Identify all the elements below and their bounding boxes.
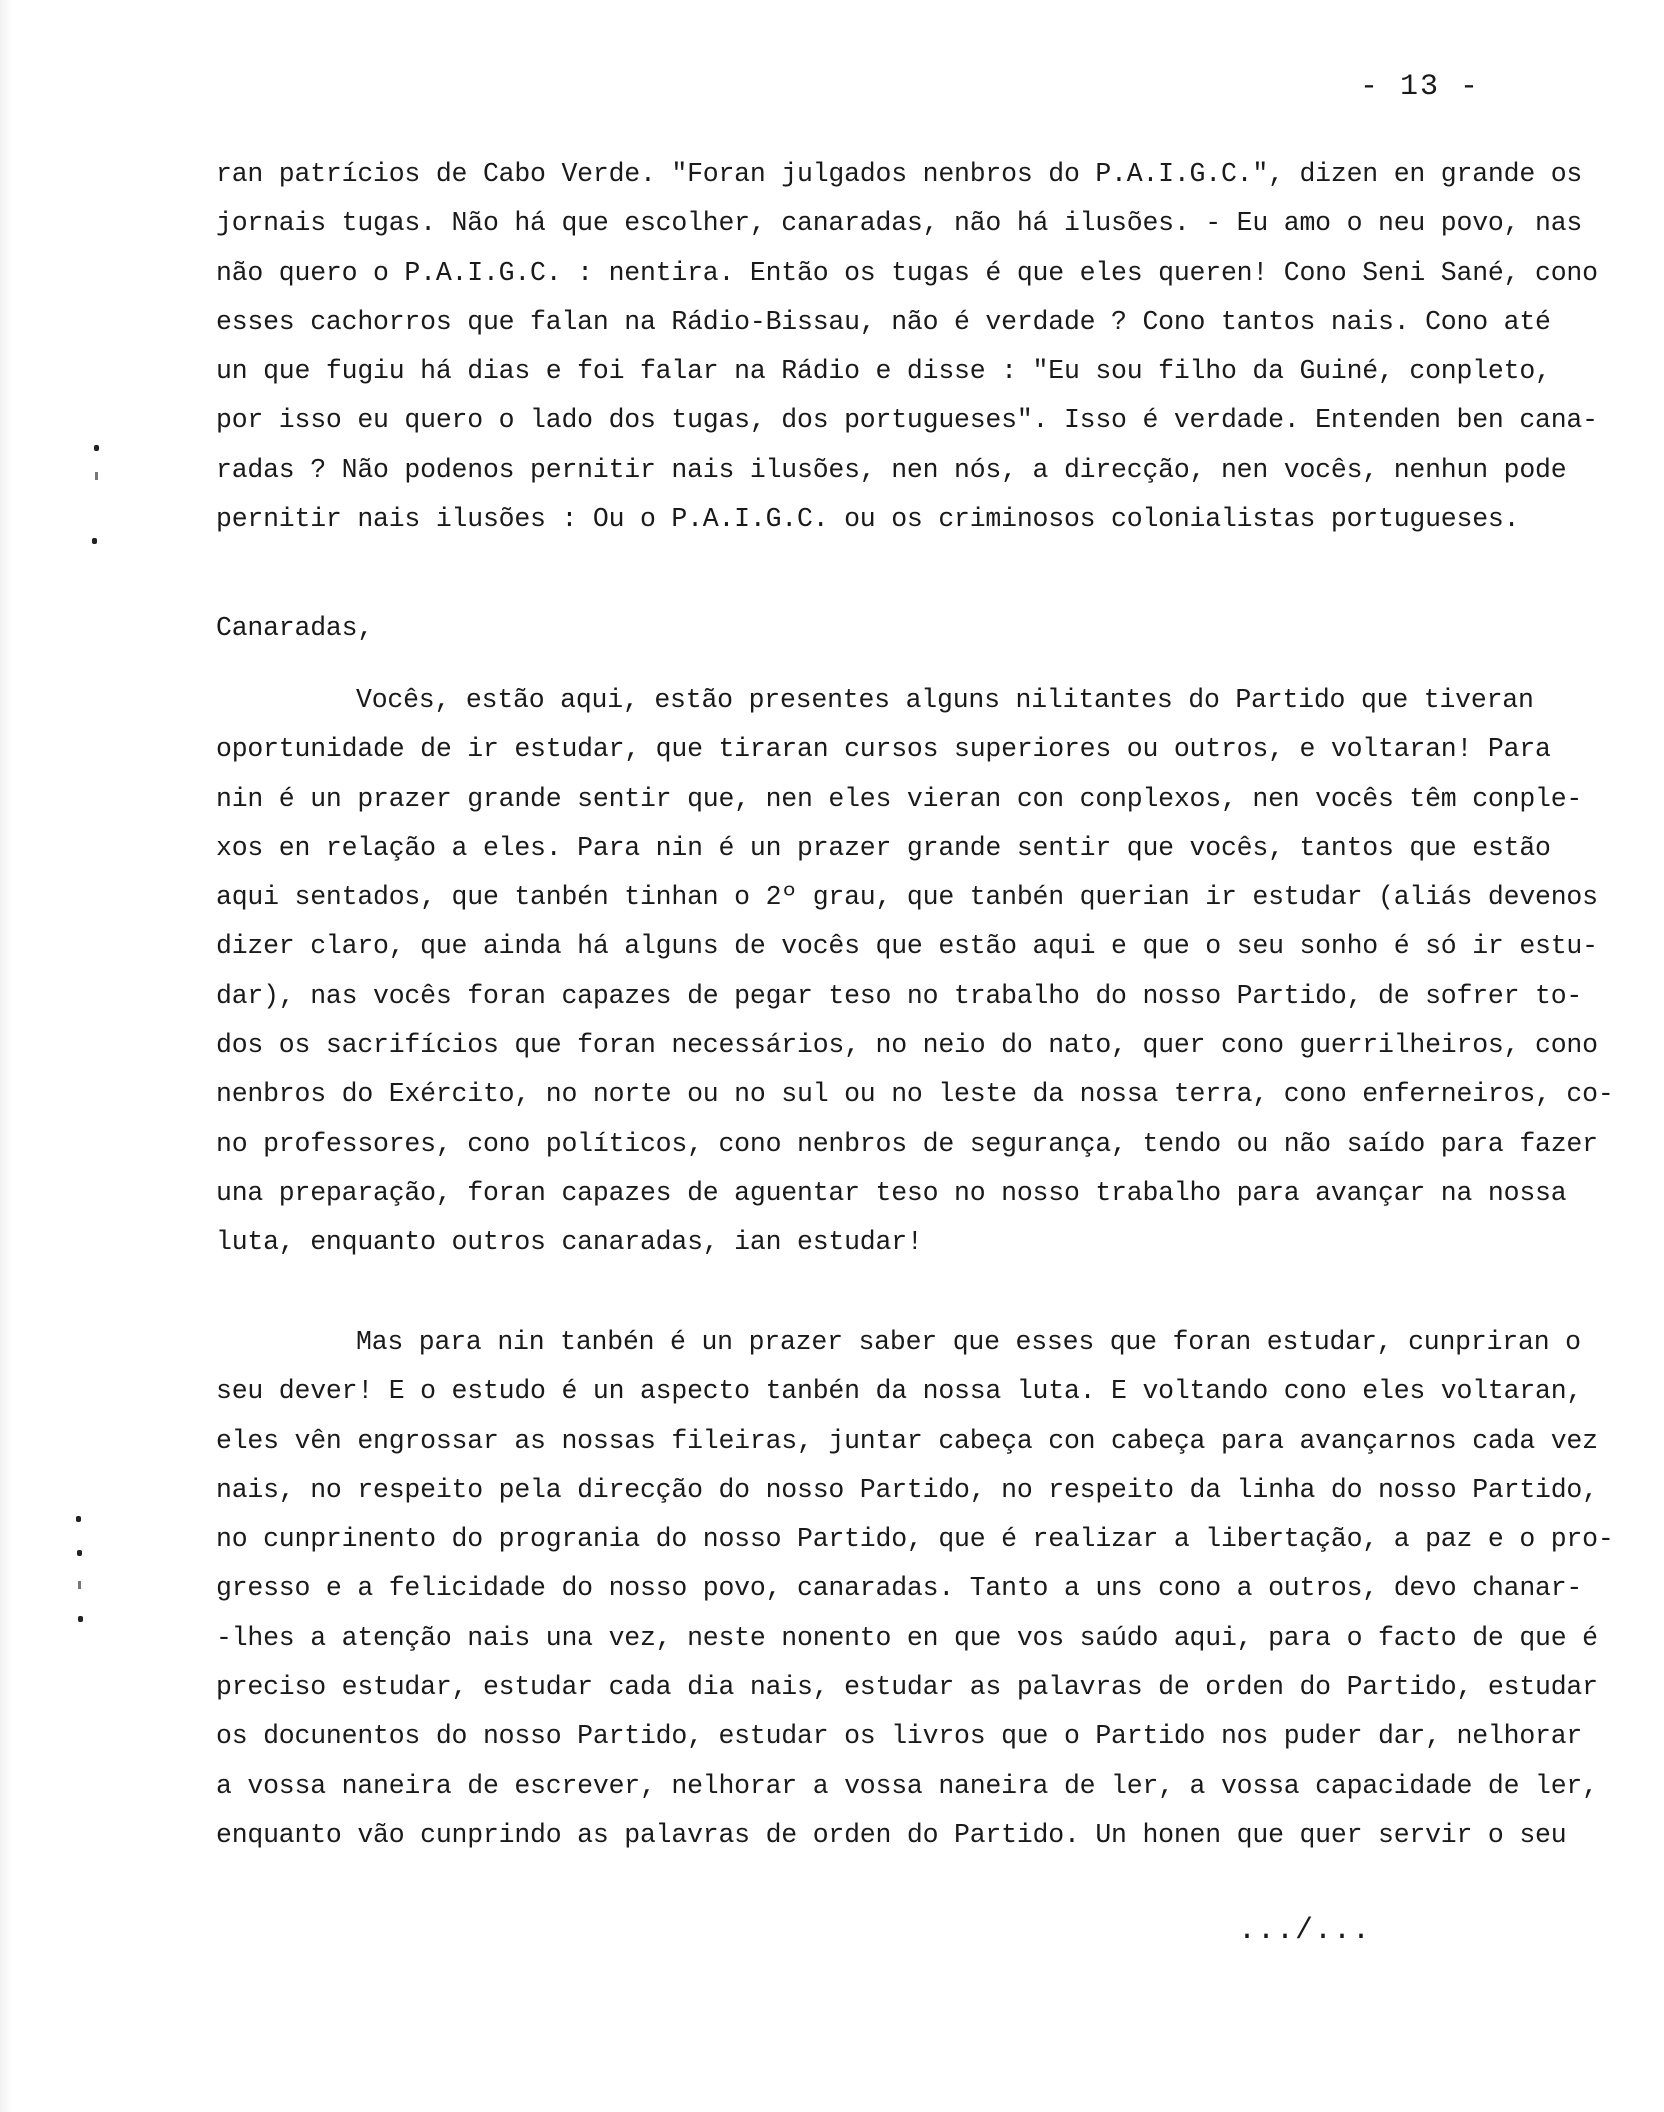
text-line: radas ? Não podenos pernitir nais ilusões, nen nós, a direcção, nen vocês, nenhun pode — [216, 454, 1567, 485]
salutation — [216, 604, 1596, 653]
margin-mark — [77, 1550, 82, 1556]
text-line: esses cachorros que falan na Rádio-Bissau, não é verdade ? Cono tantos nais. Cono até — [216, 306, 1551, 337]
text-line: Vocês, estão aqui, estão presentes alguns nilitantes do Partido que tiveran — [356, 685, 1534, 715]
margin-mark — [95, 472, 98, 480]
margin-mark — [76, 1516, 81, 1522]
text-line: un que fugiu há dias e foi falar na Rádio e disse : "Eu sou filho da Guiné, conpleto, — [216, 356, 1551, 387]
text-line: dos os sacrifícios que foran necessários, no neio do nato, quer cono guerrilheiros, cono — [216, 1030, 1598, 1061]
margin-mark — [92, 538, 97, 544]
text-line: seu dever! E o estudo é un aspecto tanbén da nossa luta. E voltando cono eles voltaran, — [216, 1376, 1583, 1407]
margin-mark — [94, 445, 99, 451]
text-line: jornais tugas. Não há que escolher, canaradas, não há ilusões. - Eu amo o neu povo, nas — [216, 208, 1583, 239]
text-line: xos en relação a eles. Para nin é un prazer grande sentir que vocês, tantos que estão — [216, 832, 1551, 863]
salutation-line: Canaradas, — [216, 613, 374, 643]
text-line: dar), nas vocês foran capazes de pegar teso no trabalho do nosso Partido, de sofrer to- — [216, 980, 1583, 1011]
paragraph-3 — [216, 1318, 1614, 1860]
text-line: ran patrícios de Cabo Verde. "Foran julgados nenbros do P.A.I.G.C.", dizen en grande os — [216, 159, 1583, 189]
paragraph-1 — [216, 150, 1596, 544]
text-line: nin é un prazer grande sentir que, nen eles vieran con conplexos, nen vocês têm conple- — [216, 783, 1583, 814]
margin-mark — [78, 1616, 83, 1622]
text-line: Mas para nin tanbén é un prazer saber que esses que foran estudar, cunpriran o — [356, 1327, 1581, 1357]
text-line: nenbros do Exército, no norte ou no sul ou no leste da nossa terra, cono enferneiros, co- — [216, 1079, 1614, 1110]
text-line: a vossa naneira de escrever, nelhorar a vossa naneira de ler, a vossa capacidade de ler, — [216, 1770, 1598, 1801]
text-line: -lhes a atenção nais una vez, neste nonento en que vos saúdo aqui, para o facto de que é — [216, 1622, 1598, 1653]
text-line: por isso eu quero o lado dos tugas, dos portugueses". Isso é verdade. Entenden ben cana- — [216, 405, 1598, 436]
text-line: pernitir nais ilusões : Ou o P.A.I.G.C. ou os criminosos colonialistas portugueses. — [216, 504, 1520, 535]
text-line: não quero o P.A.I.G.C. : nentira. Então os tugas é que eles queren! Cono Seni Sané, cono — [216, 257, 1598, 288]
text-line: eles vên engrossar as nossas fileiras, juntar cabeça con cabeça para avançarnos cada vez — [216, 1425, 1598, 1456]
text-line: no cunprinento do progrania do nosso Partido, que é realizar a libertação, a paz e o pro- — [216, 1524, 1614, 1555]
text-line: enquanto vão cunprindo as palavras de orden do Partido. Un honen que quer servir o seu — [216, 1819, 1567, 1850]
scan-edge-shadow — [0, 0, 12, 2112]
page-number: - 13 - — [1360, 70, 1481, 104]
text-line: una preparação, foran capazes de aguentar teso no nosso trabalho para avançar na nossa — [216, 1177, 1567, 1208]
paragraph-2 — [216, 676, 1614, 1268]
text-line: oportunidade de ir estudar, que tiraran cursos superiores ou outros, e voltaran! Para — [216, 734, 1551, 765]
text-line: preciso estudar, estudar cada dia nais, estudar as palavras de orden do Partido, estudar — [216, 1672, 1598, 1703]
text-line: nais, no respeito pela direcção do nosso Partido, no respeito da linha do nosso Partido, — [216, 1474, 1598, 1505]
text-line: dizer claro, que ainda há alguns de vocês que estão aqui e que o seu sonho é só ir estu- — [216, 931, 1598, 962]
text-line: luta, enquanto outros canaradas, ian estudar! — [216, 1227, 923, 1258]
continuation-mark: .../... — [1238, 1914, 1372, 1948]
text-line: aqui sentados, que tanbén tinhan o 2º grau, que tanbén querian ir estudar (aliás devenos — [216, 882, 1598, 913]
margin-mark — [78, 1581, 81, 1589]
text-line: gresso e a felicidade do nosso povo, canaradas. Tanto a uns cono a outros, devo chanar- — [216, 1573, 1583, 1604]
text-line: os docunentos do nosso Partido, estudar os livros que o Partido nos puder dar, nelhorar — [216, 1721, 1583, 1752]
text-line: no professores, cono políticos, cono nenbros de segurança, tendo ou não saído para fazer — [216, 1128, 1598, 1159]
